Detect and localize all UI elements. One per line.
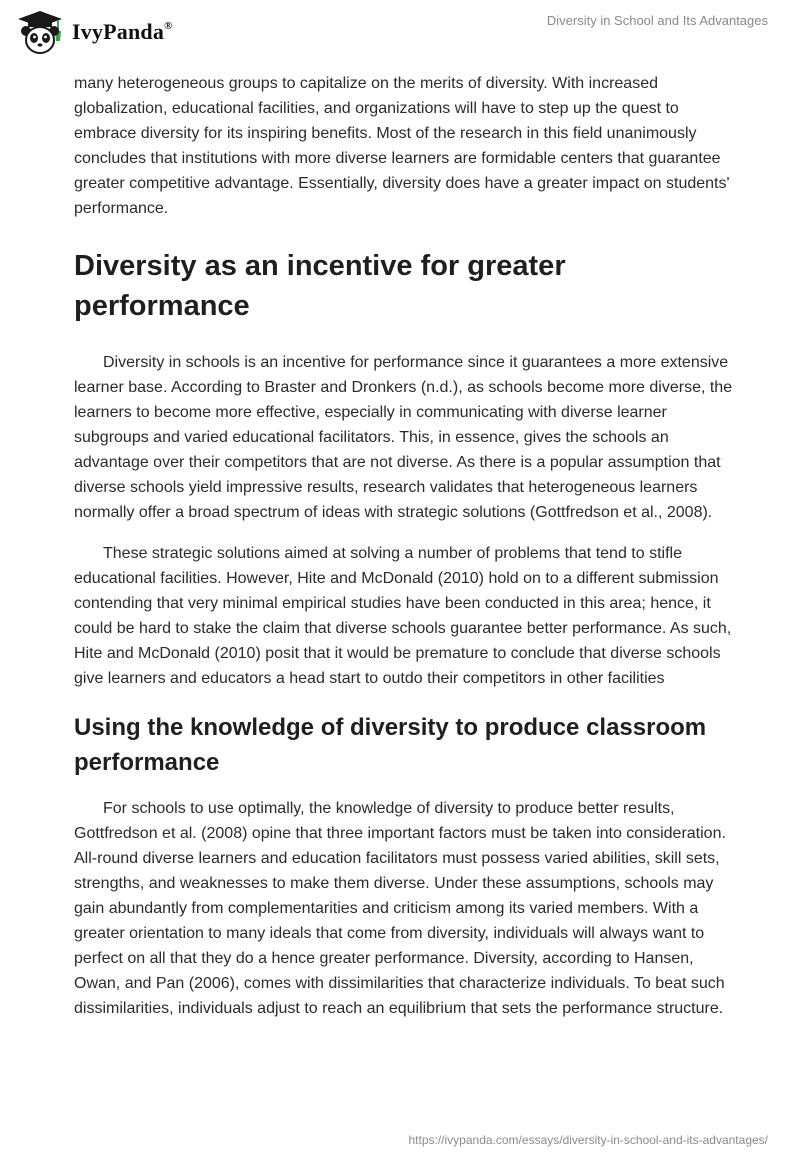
- essay-body: [74, 71, 734, 1021]
- section-heading-incentive: Diversity as an incentive for greater performance: [74, 250, 566, 322]
- brand-name: IvyPanda®: [72, 19, 173, 44]
- page-header: [0, 0, 800, 70]
- panda-graduate-icon: [14, 9, 66, 55]
- section-heading-knowledge: Using the knowledge of diversity to produce classroom performance: [74, 714, 707, 776]
- section2-paragraph-1: For schools to use optimally, the knowledge of diversity to produce better results, Gottfredson et al. (2008) opine that three important factors must be taken into consideration. All-round diverse learners and education facilitators must possess varied abilities, skill sets, strengths, and weaknesses to make them diverse. Under these assumptions, schools may gain abundantly from complementarities and criticism among its varied members. With a greater orientation to many ideals that come from diversity, individuals will always want to perfect on all that they do a hence greater performance. Diversity, according to Hansen, Owan, and Pan (2006), comes with dissimilarities that characterize individuals. To beat such dissimilarities, individuals adjust to reach an equilibrium that sets the performance structure.: [74, 800, 726, 1017]
- section1-paragraph-2: These strategic solutions aimed at solving a number of problems that tend to stifle educational facilities. However, Hite and McDonald (2010) hold on to a different submission contending that very minimal empirical studies have been conducted in this area; hence, it could be hard to stake the claim that diverse schools guarantee better performance. As such, Hite and McDonald (2010) posit that it would be premature to conclude that diverse schools give learners and educators a head start to outdo their competitors in other facilities: [74, 545, 732, 687]
- document-title: Diversity in School and Its Advantages: [546, 13, 768, 28]
- section1-paragraph-1: Diversity in schools is an incentive for performance since it guarantees a more extensive learner base. According to Braster and Dronkers (n.d.), as schools become more diverse, the learners to become more effective, especially in communicating with diverse learner subgroups and varied educational facilitators. This, in essence, gives the schools an advantage over their competitors that are not diverse. As there is a popular assumption that diverse schools yield impressive results, research validates that heterogeneous learners normally offer a broad spectrum of ideas with strategic solutions (Gottfredson et al., 2008).: [74, 354, 733, 521]
- source-url[interactable]: https://ivypanda.com/essays/diversity-in-school-and-its-advantages/: [408, 1133, 768, 1147]
- brand-logo[interactable]: [14, 9, 173, 55]
- intro-paragraph: many heterogeneous groups to capitalize on the merits of diversity. With increased globalization, educational facilities, and organizations will have to step up the quest to embrace diversity for its inspiring benefits. Most of the research in this field unanimously concludes that institutions with more diverse learners are formidable centers that guarantee greater competitive advantage. Essentially, diversity does have a greater impact on students' performance.: [74, 75, 730, 217]
